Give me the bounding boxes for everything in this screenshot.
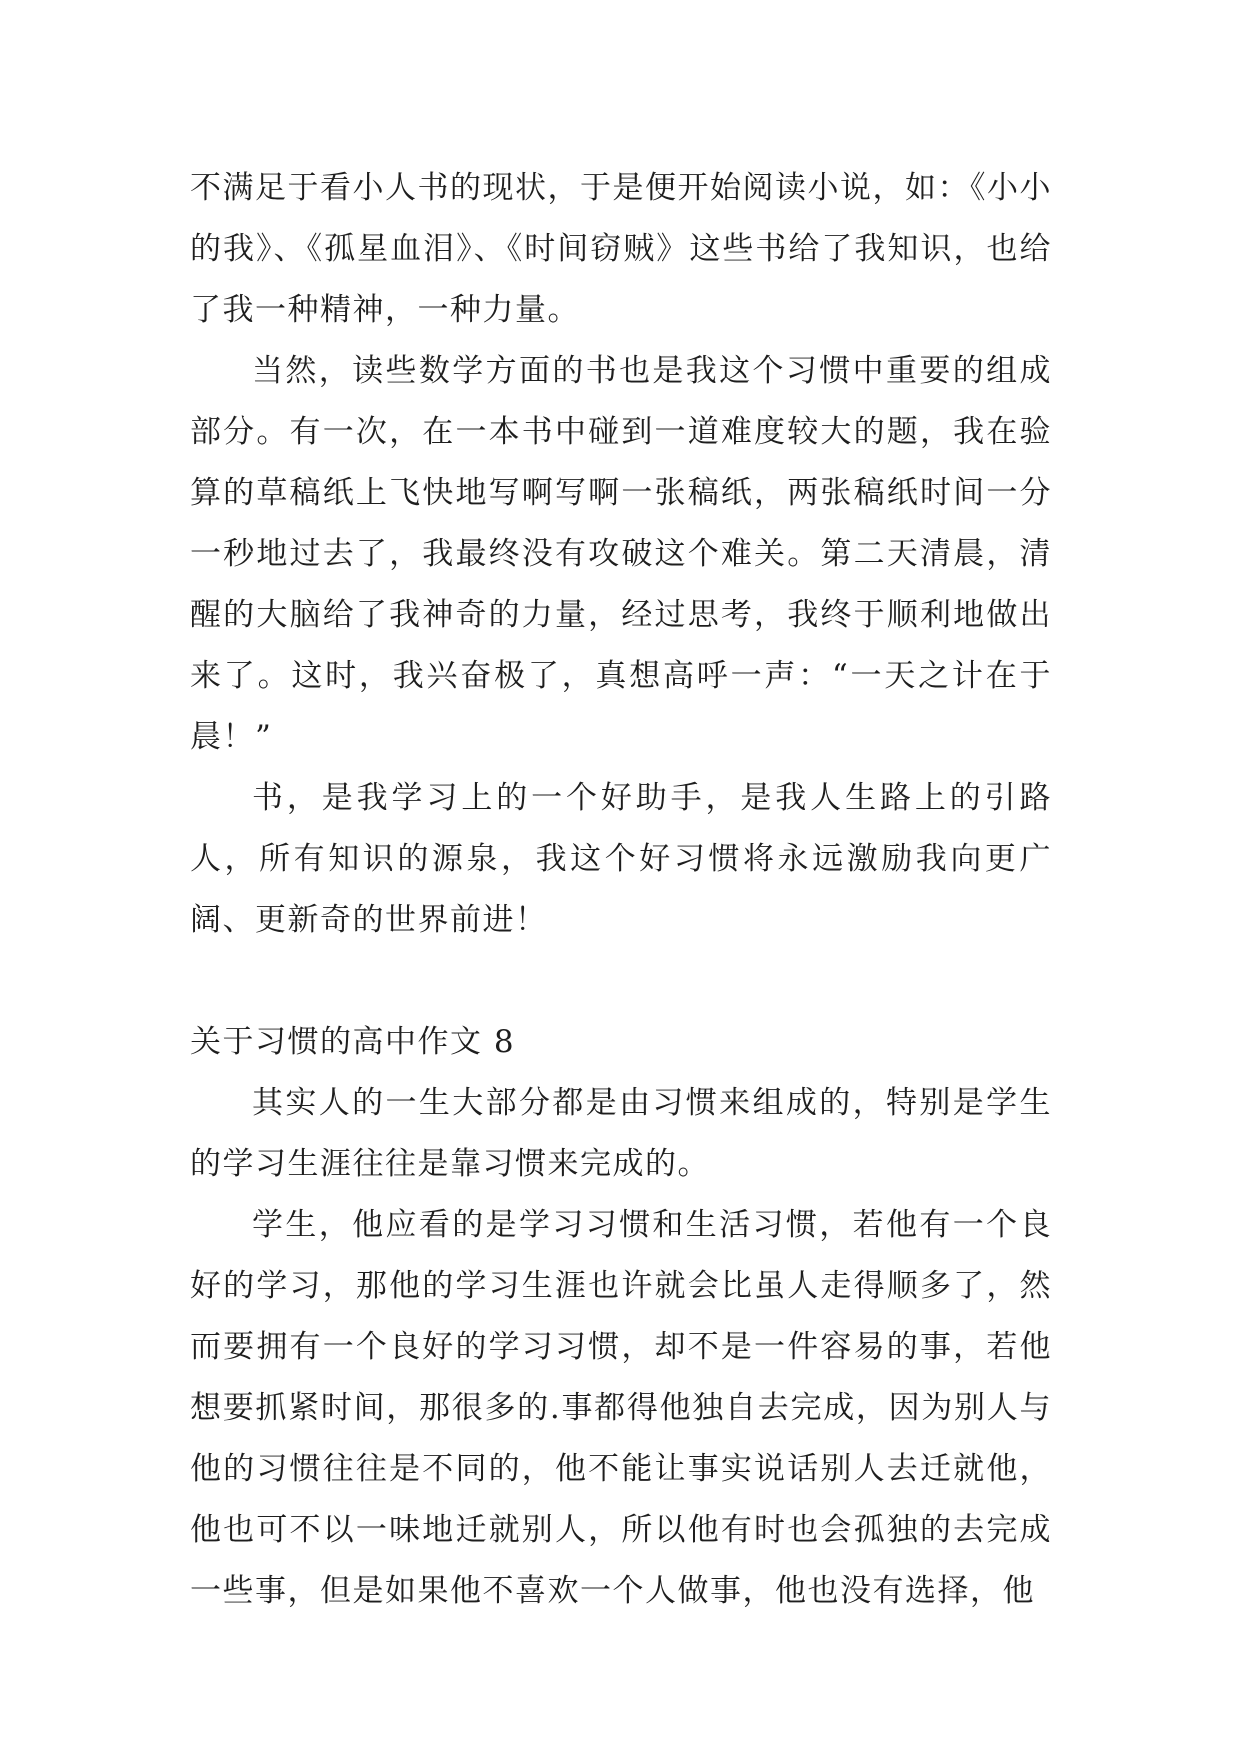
- document-body: [190, 158, 1052, 1622]
- paragraph-books-helper: 书，是我学习上的一个好助手，是我人生路上的引路人，所有知识的源泉，我这个好习惯将永远激励我向更广阔、更新奇的世界前进！: [190, 780, 1052, 938]
- paragraph-math-books: 当然，读些数学方面的书也是我这个习惯中重要的组成部分。有一次，在一本书中碰到一道难度较大的题，我在验算的草稿纸上飞快地写啊写啊一张稿纸，两张稿纸时间一分一秒地过去了，我最终没有攻破这个难关。第二天清晨，清醒的大脑给了我神奇的力量，经过思考，我终于顺利地做出来了。这时，我兴奋极了，真想高呼一声：“一天之计在于晨！”: [190, 353, 1052, 755]
- section-title: 关于习惯的高中作文 8: [190, 1024, 516, 1060]
- section-spacer: [190, 951, 1052, 1012]
- paragraph-continuation: 不满足于看小人书的现状，于是便开始阅读小说，如：《小小的我》、《孤星血泪》、《时间窃贼》这些书给了我知识，也给了我一种精神，一种力量。: [190, 170, 1052, 328]
- paragraph-study-habits: 学生，他应看的是学习习惯和生活习惯，若他有一个良好的学习，那他的学习生涯也许就会比虽人走得顺多了，然而要拥有一个良好的学习习惯，却不是一件容易的事，若他想要抓紧时间，那很多的.事都得他独自去完成，因为别人与他的习惯往往是不同的，他不能让事实说话别人去迁就他，他也可不以一味地迁就别人，所以他有时也会孤独的去完成一些事，但是如果他不喜欢一个人做事，他也没有选择，他: [190, 1207, 1052, 1609]
- paragraph-habits-intro: 其实人的一生大部分都是由习惯来组成的，特别是学生的学习生涯往往是靠习惯来完成的。: [190, 1085, 1052, 1182]
